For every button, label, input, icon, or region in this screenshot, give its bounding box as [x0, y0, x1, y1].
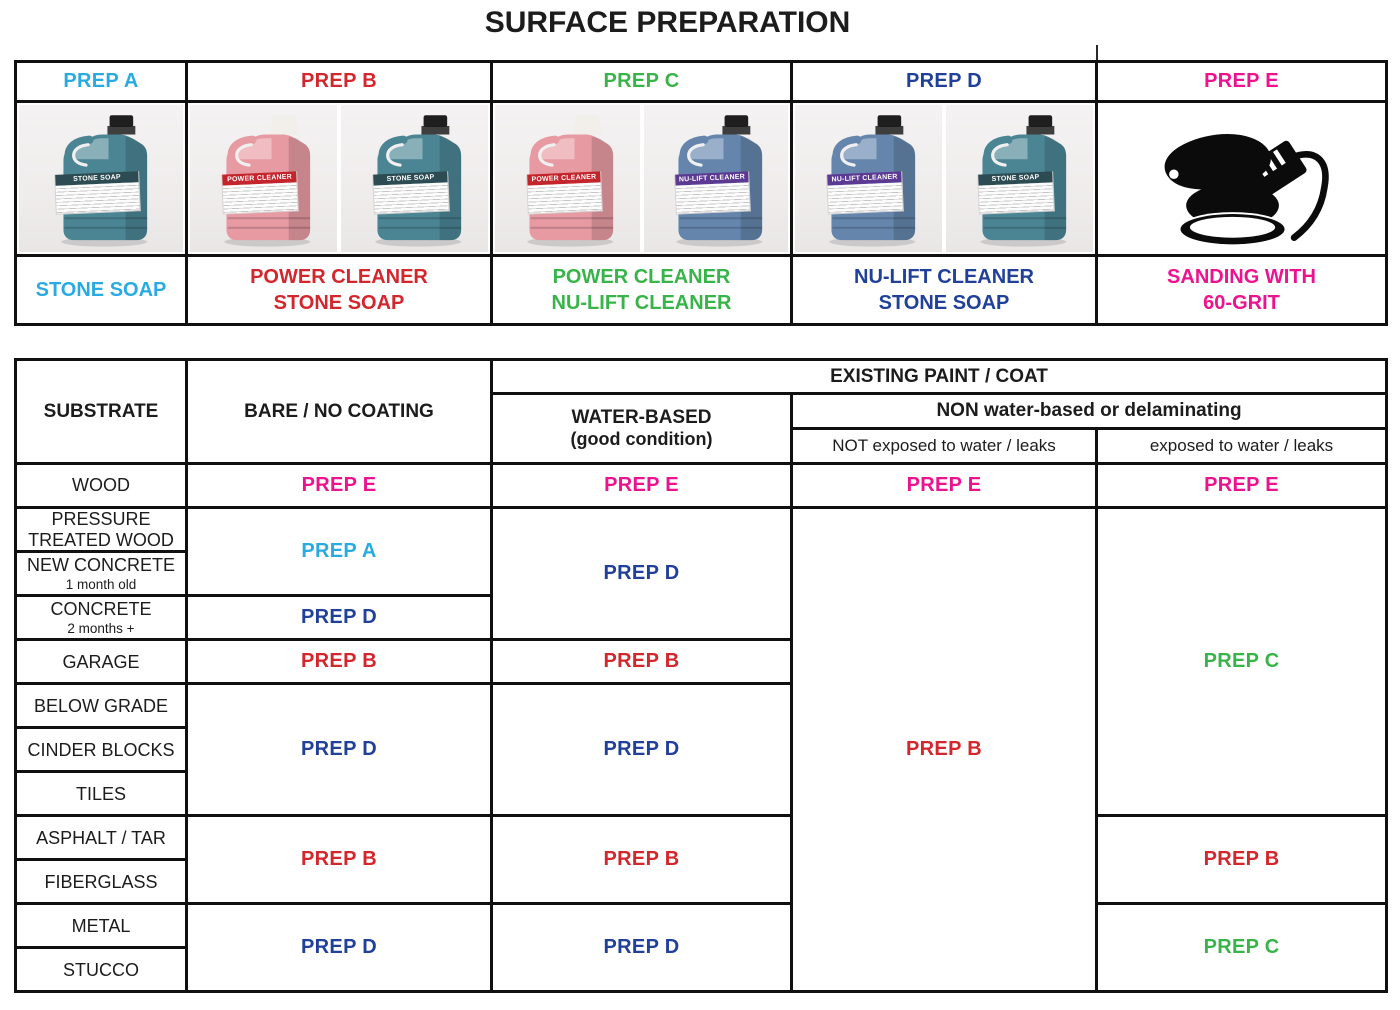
power-cleaner-jug-photo: [190, 105, 337, 252]
cell-exposed-ptw-tiles: PREP C: [1097, 508, 1387, 816]
power-cleaner-jug-label: [526, 171, 603, 214]
water-based-header: [492, 394, 792, 464]
page-title: SURFACE PREPARATION: [484, 6, 851, 39]
prep-e-header: PREP E: [1097, 62, 1387, 102]
prep-c-photo-cell: [492, 102, 792, 256]
nu-lift-cleaner-jug-label-text: NU-LIFT CLEANER: [827, 171, 902, 185]
stone-soap-jug-label-text: STONE SOAP: [373, 171, 448, 185]
substrate-row-cinder-blocks: CINDER BLOCKS: [16, 728, 187, 772]
product-name: POWER CLEANER: [250, 265, 428, 288]
existing-paint-header: EXISTING PAINT / COAT: [492, 360, 1387, 394]
prep-e-products-label: [1097, 256, 1387, 325]
cell-bare-garage: PREP B: [187, 640, 492, 684]
cell-water-ptw-concrete: PREP D: [492, 508, 792, 640]
jug-label-fineprint: [979, 182, 1055, 213]
nu-lift-cleaner-jug-label: [826, 171, 904, 214]
cell-bare-metal-stucco: PREP D: [187, 904, 492, 992]
cell-exposed-asphalt-fiberglass: PREP B: [1097, 816, 1387, 904]
nu-lift-cleaner-jug-label-text: NU-LIFT CLEANER: [675, 171, 749, 185]
substrate-subnote: 2 months +: [67, 620, 135, 636]
cell-bare-asphalt-fiberglass: PREP B: [187, 816, 492, 904]
stone-soap-jug-label: [977, 171, 1055, 214]
product-name: POWER CLEANER: [552, 265, 731, 288]
prep-e-photo-cell: [1097, 102, 1387, 256]
prep-a-photo-cell: [16, 102, 187, 256]
prep-c-header: PREP C: [492, 62, 792, 102]
power-cleaner-jug-label-text: POWER CLEANER: [222, 171, 297, 185]
cell-bare-belowgrade-tiles: PREP D: [187, 684, 492, 816]
cell-water-asphalt-fiberglass: PREP B: [492, 816, 792, 904]
substrate-subnote: 1 month old: [65, 576, 137, 592]
stone-soap-jug-label-text: STONE SOAP: [55, 171, 139, 186]
prep-d-products-label: [792, 256, 1097, 325]
prep-products-table: [14, 60, 1388, 326]
cell-notexposed-wood: PREP E: [792, 464, 1097, 508]
orbital-sander-icon: [1137, 108, 1347, 250]
cell-bare-concrete: PREP D: [187, 596, 492, 640]
nu-lift-cleaner-jug-label: [674, 171, 751, 214]
water-based-line2: (good condition): [570, 429, 713, 449]
power-cleaner-jug-photo: [495, 105, 640, 252]
product-name: SANDING WITH: [1167, 265, 1316, 288]
substrate-row-pressure-treated-wood: PRESSURE TREATED WOOD: [16, 508, 187, 552]
cell-water-belowgrade-tiles: PREP D: [492, 684, 792, 816]
water-based-line1: WATER-BASED: [571, 407, 712, 428]
substrate-row-tiles: TILES: [16, 772, 187, 816]
cell-water-garage: PREP B: [492, 640, 792, 684]
prep-b-header: PREP B: [187, 62, 492, 102]
substrate-row-fiberglass: FIBERGLASS: [16, 860, 187, 904]
cell-water-wood: PREP E: [492, 464, 792, 508]
product-name: STONE SOAP: [878, 292, 1010, 314]
substrate-row-metal: METAL: [16, 904, 187, 948]
substrate-row-below-grade: BELOW GRADE: [16, 684, 187, 728]
not-exposed-header: NOT exposed to water / leaks: [792, 429, 1097, 464]
substrate-row-asphalt-tar: ASPHALT / TAR: [16, 816, 187, 860]
cell-bare-wood: PREP E: [187, 464, 492, 508]
stray-tick-mark: [1096, 45, 1098, 61]
stone-soap-jug-photo: [946, 105, 1093, 252]
prep-b-products-label: [187, 256, 492, 325]
stone-soap-jug-photo: [19, 105, 183, 252]
bare-no-coating-header: BARE / NO COATING: [187, 360, 492, 464]
product-name: NU-LIFT CLEANER: [551, 292, 732, 314]
jug-label-fineprint: [223, 182, 299, 213]
stone-soap-jug-label: [372, 171, 450, 214]
substrate-row-stucco: STUCCO: [16, 948, 187, 992]
substrate-row-garage: GARAGE: [16, 640, 187, 684]
substrate-matrix-table: [14, 358, 1388, 993]
stone-soap-jug-label: [54, 171, 141, 215]
prep-d-header: PREP D: [792, 62, 1097, 102]
exposed-header: exposed to water / leaks: [1097, 429, 1387, 464]
power-cleaner-jug-label-text: POWER CLEANER: [527, 171, 601, 185]
cell-water-metal-stucco: PREP D: [492, 904, 792, 992]
nu-lift-cleaner-jug-photo: [795, 105, 942, 252]
jug-label-fineprint: [676, 182, 750, 213]
jug-label-fineprint: [828, 182, 904, 213]
cell-exposed-metal-stucco: PREP C: [1097, 904, 1387, 992]
non-water-based-header: NON water-based or delaminating: [792, 394, 1387, 429]
cell-bare-ptw-newconcrete: PREP A: [187, 508, 492, 596]
substrate-row-new-concrete: [16, 552, 187, 596]
prep-b-photo-cell: [187, 102, 492, 256]
stone-soap-jug-label-text: STONE SOAP: [978, 171, 1053, 185]
prep-a-products-label: [16, 256, 187, 325]
jug-label-fineprint: [527, 182, 601, 213]
nu-lift-cleaner-jug-photo: [644, 105, 789, 252]
cell-exposed-wood: PREP E: [1097, 464, 1387, 508]
prep-a-header: PREP A: [16, 62, 187, 102]
product-name: STONE SOAP: [35, 278, 167, 301]
prep-d-photo-cell: [792, 102, 1097, 256]
substrate-header: SUBSTRATE: [16, 360, 187, 464]
jug-label-fineprint: [374, 182, 450, 213]
power-cleaner-jug-label: [221, 171, 299, 214]
product-name: NU-LIFT CLEANER: [854, 265, 1034, 288]
stone-soap-jug-photo: [341, 105, 488, 252]
product-name: STONE SOAP: [273, 292, 405, 314]
jug-label-fineprint: [56, 182, 140, 214]
substrate-row-wood: WOOD: [16, 464, 187, 508]
cell-notexposed-all: PREP B: [792, 508, 1097, 992]
substrate-label: CONCRETE: [50, 599, 152, 620]
substrate-label: NEW CONCRETE: [27, 555, 175, 576]
product-name: 60-GRIT: [1203, 292, 1280, 314]
prep-c-products-label: [492, 256, 792, 325]
substrate-row-concrete: [16, 596, 187, 640]
